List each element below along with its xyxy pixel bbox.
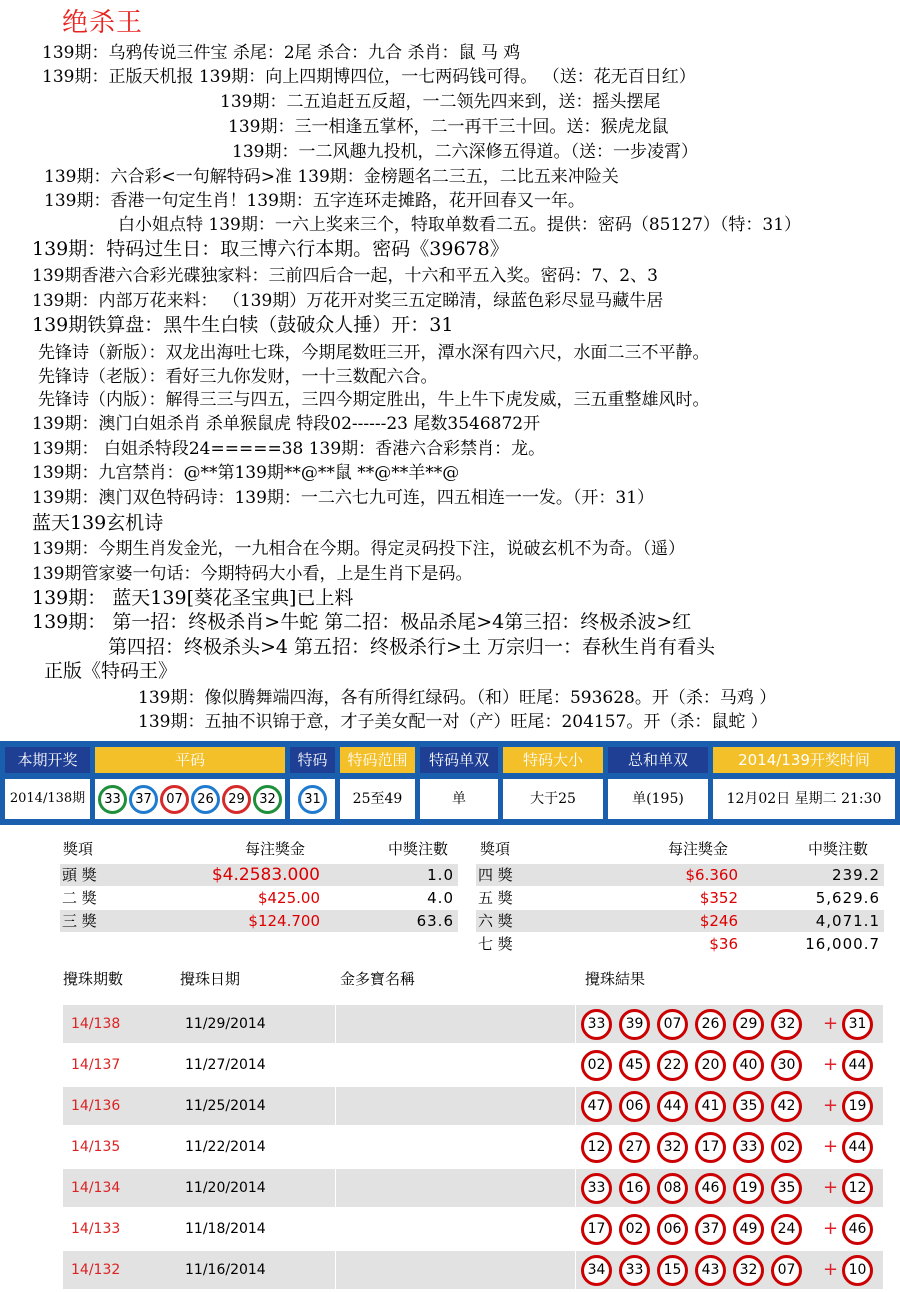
- text-line: 139期：像似腾舞端四海，各有所得红绿码。（和）旺尾：593628。开（杀：马鸡 ）: [138, 688, 777, 708]
- column-divider: [575, 1128, 576, 1166]
- history-period: 14/134: [71, 1180, 121, 1196]
- special-size: 大于25: [503, 779, 603, 819]
- header-sum-odd-even: 总和单双: [608, 747, 708, 773]
- header-special-size: 特码大小: [503, 747, 603, 773]
- header-special-odd-even: 特码单双: [420, 747, 498, 773]
- prize-amount: $6.360: [685, 866, 738, 884]
- prize-name: 二 獎: [62, 889, 97, 907]
- number-ball: 49: [733, 1214, 764, 1245]
- prize-amount: $4.2583.000: [211, 865, 320, 885]
- number-ball: 45: [619, 1050, 650, 1081]
- history-header-period: 攪珠期數: [63, 970, 124, 988]
- number-ball: 33: [581, 1173, 612, 1204]
- number-ball: 17: [695, 1132, 726, 1163]
- prize-amount: $352: [699, 889, 738, 907]
- special-range: 25至49: [340, 779, 415, 819]
- prize-count: 16,000.7: [805, 935, 880, 953]
- column-divider: [575, 1210, 576, 1248]
- plus-sign: +: [823, 1054, 839, 1075]
- text-line: 139期：澳门双色特码诗：139期：一二六七九可连，四五相连一一发。（开：31）: [32, 488, 655, 508]
- number-ball: 02: [581, 1050, 612, 1081]
- number-ball: 06: [657, 1214, 688, 1245]
- number-ball: 35: [771, 1173, 802, 1204]
- number-ball: 33: [98, 785, 127, 814]
- prize-row: [60, 864, 458, 886]
- special-odd-even: 单: [420, 779, 498, 819]
- text-line: 139期：九宫禁肖：@**第139期**@**鼠 **@**羊**@: [32, 463, 460, 483]
- column-divider: [335, 1005, 336, 1043]
- number-ball: 08: [657, 1173, 688, 1204]
- number-ball: 44: [842, 1050, 873, 1081]
- prize-header-name: 獎項: [63, 840, 94, 858]
- number-ball: 02: [619, 1214, 650, 1245]
- text-line: 先锋诗（内版）：解得三三与四五，三四今期定胜出，牛上牛下虎发威，三五重整雄风时。: [38, 390, 710, 410]
- text-line: 蓝天139玄机诗: [32, 512, 164, 534]
- sum-odd-even: 单(195): [608, 779, 708, 819]
- number-ball: 26: [191, 785, 220, 814]
- column-divider: [575, 1087, 576, 1125]
- history-date: 11/16/2014: [185, 1262, 266, 1278]
- number-ball: 15: [657, 1255, 688, 1286]
- prize-row: [60, 910, 458, 932]
- text-line: 139期： 第一招：终极杀肖>牛蛇 第二招：极品杀尾>4第三招：终极杀波>红: [32, 611, 692, 633]
- prize-name: 四 獎: [478, 866, 513, 884]
- history-row: [63, 1005, 883, 1043]
- column-divider: [575, 1251, 576, 1289]
- header-normal-numbers: 平码: [95, 747, 285, 773]
- history-date: 11/29/2014: [185, 1016, 266, 1032]
- text-line: 139期： 白姐杀特段24=====38 139期：香港六合彩禁肖：龙。: [32, 439, 546, 459]
- prize-row: [476, 887, 884, 909]
- history-period: 14/138: [71, 1016, 121, 1032]
- header-special-range: 特码范围: [340, 747, 415, 773]
- number-ball: 33: [733, 1132, 764, 1163]
- prize-amount: $124.700: [248, 912, 320, 930]
- number-ball: 37: [129, 785, 158, 814]
- text-line: 139期：今期生肖发金光，一九相合在今期。得定灵码投下注，说破玄机不为奇。（遥）: [32, 539, 685, 559]
- number-ball: 32: [771, 1009, 802, 1040]
- prize-name: 頭 獎: [62, 866, 97, 884]
- history-header-date: 攪珠日期: [180, 970, 241, 988]
- number-ball: 35: [733, 1091, 764, 1122]
- prize-count: 4.0: [427, 889, 454, 907]
- number-ball: 12: [581, 1132, 612, 1163]
- column-divider: [575, 1005, 576, 1043]
- number-ball: 06: [619, 1091, 650, 1122]
- number-ball: 07: [160, 785, 189, 814]
- column-divider: [575, 1046, 576, 1084]
- number-ball: 31: [842, 1009, 873, 1040]
- number-ball: 42: [771, 1091, 802, 1122]
- number-ball: 30: [771, 1050, 802, 1081]
- header-current-draw: 本期开奖: [5, 747, 90, 773]
- number-ball: 31: [298, 785, 327, 814]
- text-line: 139期：二五追赶五反超，一二领先四来到，送：摇头摆尾: [220, 92, 661, 112]
- prize-header-count: 中獎注數: [388, 840, 449, 858]
- prize-row: [476, 864, 884, 886]
- text-line: 139期：香港一句定生肖！139期：五字连环走摊路，花开回春又一年。: [44, 191, 585, 211]
- prize-header-name: 獎項: [480, 840, 511, 858]
- prize-row: [60, 887, 458, 909]
- history-period: 14/132: [71, 1262, 121, 1278]
- text-line: 139期管家婆一句话：今期特码大小看，上是生肖下是码。: [32, 564, 473, 584]
- normal-numbers: [95, 779, 285, 819]
- plus-sign: +: [823, 1095, 839, 1116]
- prize-count: 239.2: [832, 866, 880, 884]
- number-ball: 44: [657, 1091, 688, 1122]
- plus-sign: +: [823, 1218, 839, 1239]
- column-divider: [335, 1046, 336, 1084]
- column-divider: [575, 1169, 576, 1207]
- next-draw-time: 12月02日 星期二 21:30: [713, 779, 895, 819]
- number-ball: 34: [581, 1255, 612, 1286]
- number-ball: 12: [842, 1173, 873, 1204]
- history-period: 14/135: [71, 1139, 121, 1155]
- history-row: [63, 1210, 883, 1248]
- history-row: [63, 1169, 883, 1207]
- text-line: 正版《特码王》: [44, 660, 178, 682]
- number-ball: 43: [695, 1255, 726, 1286]
- prize-amount: $36: [709, 935, 738, 953]
- number-ball: 33: [581, 1009, 612, 1040]
- number-ball: 29: [733, 1009, 764, 1040]
- text-line: 先锋诗（新版）：双龙出海吐七珠，今期尾数旺三开，潭水深有四六尺，水面二三不平静。: [38, 343, 710, 363]
- number-ball: 41: [695, 1091, 726, 1122]
- column-divider: [335, 1128, 336, 1166]
- number-ball: 46: [842, 1214, 873, 1245]
- text-line: 139期：乌鸦传说三件宝 杀尾：2尾 杀合：九合 杀肖：鼠 马 鸡: [42, 43, 521, 63]
- number-ball: 37: [695, 1214, 726, 1245]
- history-date: 11/22/2014: [185, 1139, 266, 1155]
- number-ball: 32: [733, 1255, 764, 1286]
- number-ball: 07: [657, 1009, 688, 1040]
- plus-sign: +: [823, 1177, 839, 1198]
- history-row: [63, 1251, 883, 1289]
- number-ball: 24: [771, 1214, 802, 1245]
- prize-count: 1.0: [427, 866, 454, 884]
- special-number: [290, 779, 335, 819]
- prize-amount: $246: [699, 912, 738, 930]
- text-line: 139期：五抽不识锦于意，才子美女配一对（产）旺尾：204157。开（杀：鼠蛇 ）: [138, 712, 768, 732]
- draw-results-table: [0, 741, 900, 825]
- text-line: 139期：三一相逢五掌杯，二一再干三十回。送：猴虎龙鼠: [228, 117, 669, 137]
- text-line: 139期：澳门白姐杀肖 杀单猴鼠虎 特段02------23 尾数3546872开: [32, 414, 541, 434]
- prize-amount: $425.00: [257, 889, 320, 907]
- page-title: 绝杀王: [62, 8, 144, 38]
- text-line: 第四招：终极杀头>4 第五招：终极杀行>土 万宗归一：春秋生肖有看头: [108, 636, 716, 658]
- history-date: 11/18/2014: [185, 1221, 266, 1237]
- prize-row: [476, 933, 884, 955]
- prize-header-amount: 每注獎金: [668, 840, 729, 858]
- number-ball: 39: [619, 1009, 650, 1040]
- history-row: [63, 1128, 883, 1166]
- text-line: 139期：一二风趣九投机，二六深修五得道。（送：一步凌霄）: [232, 142, 698, 162]
- draw-period: 2014/138期: [5, 779, 90, 819]
- number-ball: 29: [222, 785, 251, 814]
- text-line: 139期：内部万花来料： （139期）万花开对奖三五定睇清，绿蓝色彩尽显马藏牛居: [32, 291, 664, 311]
- number-ball: 32: [657, 1132, 688, 1163]
- number-ball: 33: [619, 1255, 650, 1286]
- number-ball: 22: [657, 1050, 688, 1081]
- number-ball: 26: [695, 1009, 726, 1040]
- history-date: 11/25/2014: [185, 1098, 266, 1114]
- history-row: [63, 1087, 883, 1125]
- text-line: 白小姐点特 139期：一六上奖来三个，特取单数看二五。提供：密码（85127）（特：31）: [118, 215, 802, 235]
- number-ball: 47: [581, 1091, 612, 1122]
- text-line: 139期：特码过生日：取三博六行本期。密码《39678》: [32, 238, 509, 260]
- plus-sign: +: [823, 1013, 839, 1034]
- header-next-draw-time: 2014/139开奖时间: [713, 747, 895, 773]
- number-ball: 17: [581, 1214, 612, 1245]
- text-line: 139期：六合彩<一句解特码>准 139期：金榜题名二三五，二比五来冲险关: [44, 167, 619, 187]
- prize-row: [476, 910, 884, 932]
- prize-name: 七 獎: [478, 935, 513, 953]
- history-period: 14/133: [71, 1221, 121, 1237]
- history-date: 11/27/2014: [185, 1057, 266, 1073]
- text-line: 先锋诗（老版）：看好三九你发财，一十三数配六合。: [38, 367, 438, 387]
- history-date: 11/20/2014: [185, 1180, 266, 1196]
- prize-count: 63.6: [416, 912, 454, 930]
- column-divider: [335, 1087, 336, 1125]
- text-line: 139期：正版天机报 139期：向上四期博四位，一七两码钱可得。 （送：花无百日红）: [42, 67, 696, 87]
- number-ball: 44: [842, 1132, 873, 1163]
- header-special-number: 特码: [290, 747, 335, 773]
- number-ball: 19: [842, 1091, 873, 1122]
- number-ball: 19: [733, 1173, 764, 1204]
- text-line: 139期香港六合彩光碟独家料：三前四后合一起，十六和平五入奖。密码：7、2、3: [32, 266, 658, 286]
- number-ball: 40: [733, 1050, 764, 1081]
- prize-count: 5,629.6: [815, 889, 880, 907]
- prize-header-count: 中獎注數: [808, 840, 869, 858]
- text-line: 139期： 蓝天139[葵花圣宝典]已上料: [32, 587, 354, 609]
- prize-count: 4,071.1: [815, 912, 880, 930]
- number-ball: 32: [253, 785, 282, 814]
- column-divider: [335, 1251, 336, 1289]
- history-period: 14/136: [71, 1098, 121, 1114]
- text-line: 139期铁算盘：黑牛生白犊（鼓破众人捶）开：31: [32, 314, 454, 336]
- history-header-name: 金多寶名稱: [340, 970, 416, 988]
- prize-name: 五 獎: [478, 889, 513, 907]
- history-row: [63, 1046, 883, 1084]
- number-ball: 07: [771, 1255, 802, 1286]
- column-divider: [335, 1169, 336, 1207]
- prize-header-amount: 每注獎金: [245, 840, 306, 858]
- number-ball: 02: [771, 1132, 802, 1163]
- number-ball: 27: [619, 1132, 650, 1163]
- history-header-result: 攪珠結果: [585, 970, 646, 988]
- number-ball: 16: [619, 1173, 650, 1204]
- prize-name: 六 獎: [478, 912, 513, 930]
- plus-sign: +: [823, 1136, 839, 1157]
- plus-sign: +: [823, 1259, 839, 1280]
- column-divider: [335, 1210, 336, 1248]
- number-ball: 46: [695, 1173, 726, 1204]
- number-ball: 20: [695, 1050, 726, 1081]
- number-ball: 10: [842, 1255, 873, 1286]
- prize-name: 三 獎: [62, 912, 97, 930]
- history-period: 14/137: [71, 1057, 121, 1073]
